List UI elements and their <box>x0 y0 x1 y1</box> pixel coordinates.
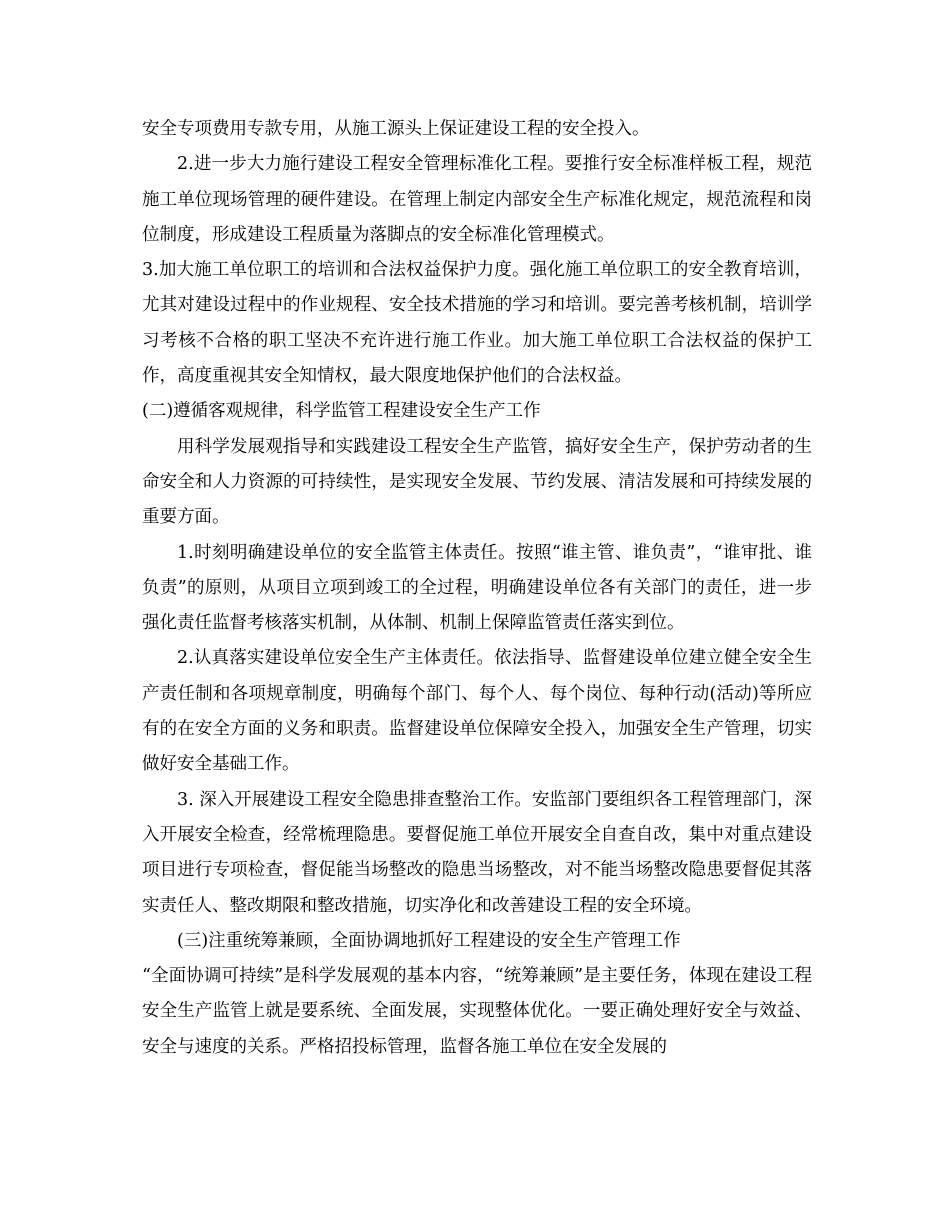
paragraph-scientific-supervision: 用科学发展观指导和实践建设工程安全生产监管，搞好安全生产，保护劳动者的生命安全和人力资源的可持续性，是实现安全发展、节约发展、清洁发展和可持续发展的重要方面。 <box>142 436 812 528</box>
document-body <box>142 112 812 1065</box>
paragraph-supervision-responsibility: 1.时刻明确建设单位的安全监管主体责任。按照“谁主管、谁负责”，“谁审批、谁负责”的原则，从项目立项到竣工的全过程，明确建设单位各有关部门的责任，进一步强化责任监督考核落实机制，从体制、机制上保障监管责任落实到位。 <box>142 542 812 634</box>
section-heading-2: (二)遵循客观规律，科学监管工程建设安全生产工作 <box>142 401 541 422</box>
paragraph-hazard-inspection: 3. 深入开展建设工程安全隐患排查整治工作。安监部门要组织各工程管理部门，深入开展安全检查，经常梳理隐患。要督促施工单位开展安全自查自改，集中对重点建设项目进行专项检查，督促能当场整改的隐患当场整改，对不能当场整改隐患要督促其落实责任人、整改期限和整改措施，切实净化和改善建设工程的安全环境。 <box>142 789 812 916</box>
section-heading-3: (三)注重统筹兼顾，全面协调地抓好工程建设的安全生产管理工作 <box>177 930 681 951</box>
paragraph-standardization: 2.进一步大力施行建设工程安全管理标准化工程。要推行安全标准样板工程，规范施工单位现场管理的硬件建设。在管理上制定内部安全生产标准化规定，规范流程和岗位制度，形成建设工程质量为落脚点的安全标准化管理模式。 <box>142 154 812 245</box>
paragraph-safety-funds: 安全专项费用专款专用，从施工源头上保证建设工程的安全投入。 <box>142 119 650 139</box>
paragraph-worker-training: 3.加大施工单位职工的培训和合法权益保护力度。强化施工单位职工的安全教育培训，尤其对建设过程中的作业规程、安全技术措施的学习和培训。要完善考核机制，培训学习考核不合格的职工坚决不充许进行施工作业。加大施工单位职工合法权益的保护工作，高度重视其安全知情权，最大限度地保护他们的合法权益。 <box>142 260 812 387</box>
paragraph-overall-coordination: “全面协调可持续”是科学发展观的基本内容，“统筹兼顾”是主要任务，体现在建设工程安全生产监管上就是要系统、全面发展，实现整体优化。一要正确处理好安全与效益、安全与速度的关系。严格招投标管理，监督各施工单位在安全发展的 <box>142 966 812 1057</box>
paragraph-production-responsibility: 2.认真落实建设单位安全生产主体责任。依法指导、监督建设单位建立健全安全生产责任制和各项规章制度，明确每个部门、每个人、每个岗位、每种行动(活动)等所应有的在安全方面的义务和职责。监督建设单位保障安全投入，加强安全生产管理，切实做好安全基础工作。 <box>142 648 812 775</box>
